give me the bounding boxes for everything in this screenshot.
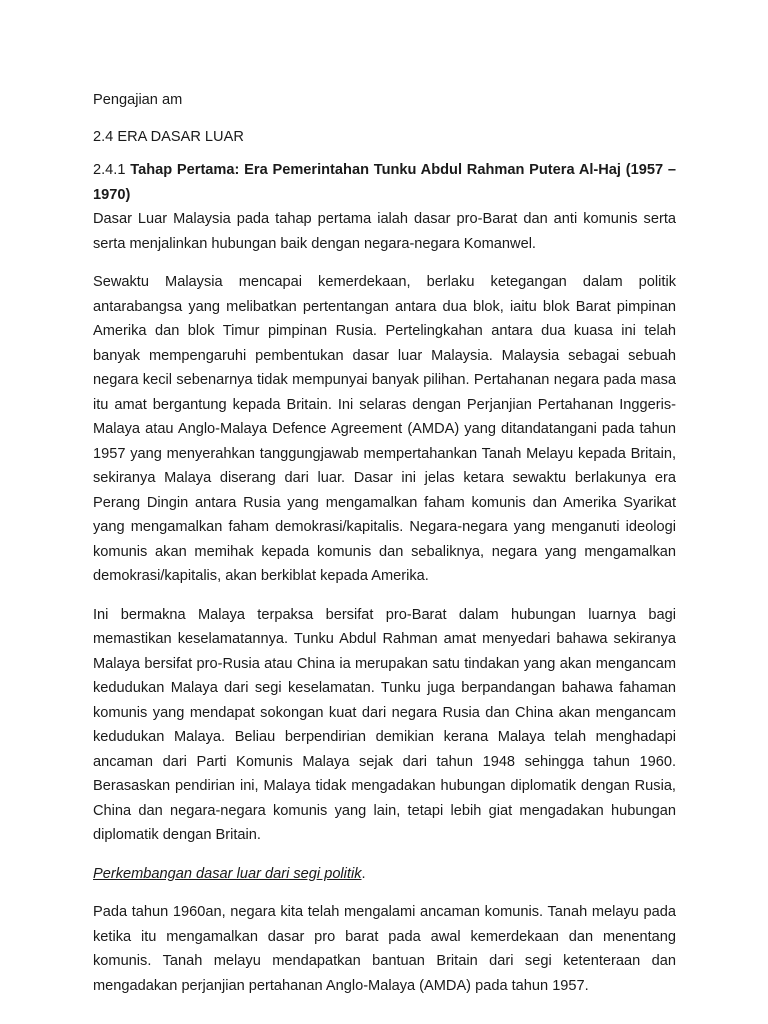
paragraph-pro-west: Ini bermakna Malaya terpaksa bersifat pro-Barat dalam hubungan luarnya bagi memastikan keselamatannya. Tunku Abdul Rahman amat menyedari bahawa sekiranya Malaya bersifat pro-Rusia atau China ia merupakan satu tindakan yang akan mengancam kedudukan Malaya dari segi keselamatan. Tunku juga berpandangan bahawa fahaman komunis yang mendapat sokongan kuat dari negara Rusia dan China akan mengancam kedudukan Malaya. Beliau berpendirian demikian kerana Malaya telah menghadapi ancaman dari Parti Komunis Malaya sejak dari tahun 1948 sehingga tahun 1960. Berasaskan pendirian ini, Malaya tidak mengadakan hubungan diplomatik dengan Rusia, China dan negara-negara komunis yang lain, tetapi lebih giat mengadakan hubungan diplomatik dengan Britain. — [93, 606, 676, 843]
subsection-number: 2.4.1 — [93, 162, 126, 178]
paragraph-cold-war: Sewaktu Malaysia mencapai kemerdekaan, berlaku ketegangan dalam politik antarabangsa yang melibatkan pertentangan antara dua blok, iaitu blok Barat pimpinan Amerika dan blok Timur pimpinan Rusia. Pertelingkahan antara dua kuasa ini telah banyak mempengaruhi pembentukan dasar luar Malaysia. Malaysia sebagai sebuah negara kecil sebenarnya tidak mempunyai banyak pilihan. Pertahanan negara pada masa itu amat bergantung kepada Britain. Ini selaras dengan Perjanjian Pertahanan Inggeris-Malaya atau Anglo-Malaya Defence Agreement (AMDA) yang ditandatangani pada tahun 1957 yang menyerahkan tanggungjawab mempertahankan Tanah Melayu kepada Britain, sekiranya Malaya diserang dari luar. Dasar ini jelas ketara sewaktu berlakunya era Perang Dingin antara Rusia yang mengamalkan faham komunis dan Amerika Syarikat yang mengamalkan faham demokrasi/kapitalis. Negara-negara yang menganuti ideologi komunis akan memihak kepada komunis dan sebaliknya, negara yang mengamalkan demokrasi/kapitalis, akan berkiblat kepada Amerika. — [93, 274, 676, 584]
paragraph-1960s: Pada tahun 1960an, negara kita telah mengalami ancaman komunis. Tanah melayu pada ketika itu mengamalkan dasar pro barat pada awal kemerdekaan dan menentang komunis. Tanah melayu mendapatkan bantuan Britain dari segi ketenteraan dan mengadakan perjanjian pertahanan Anglo-Malaya (AMDA) pada tahun 1957. — [93, 904, 676, 994]
paragraph-intro: Dasar Luar Malaysia pada tahap pertama ialah dasar pro-Barat dan anti komunis serta serta menjalinkan hubungan baik dengan negara-negara Komanwel. — [93, 211, 676, 252]
section-heading: 2.4 ERA DASAR LUAR — [93, 128, 244, 145]
subsection-heading — [93, 158, 676, 207]
subtopic-suffix: . — [361, 865, 366, 882]
subtopic-heading — [93, 862, 676, 887]
document-page — [93, 88, 676, 998]
subsection-title: Tahap Pertama: Era Pemerintahan Tunku Abdul Rahman Putera Al-Haj (1957 – 1970) — [93, 162, 676, 203]
subtopic-title: Perkembangan dasar luar dari segi politik — [93, 865, 362, 882]
course-name: Pengajian am — [93, 92, 183, 108]
